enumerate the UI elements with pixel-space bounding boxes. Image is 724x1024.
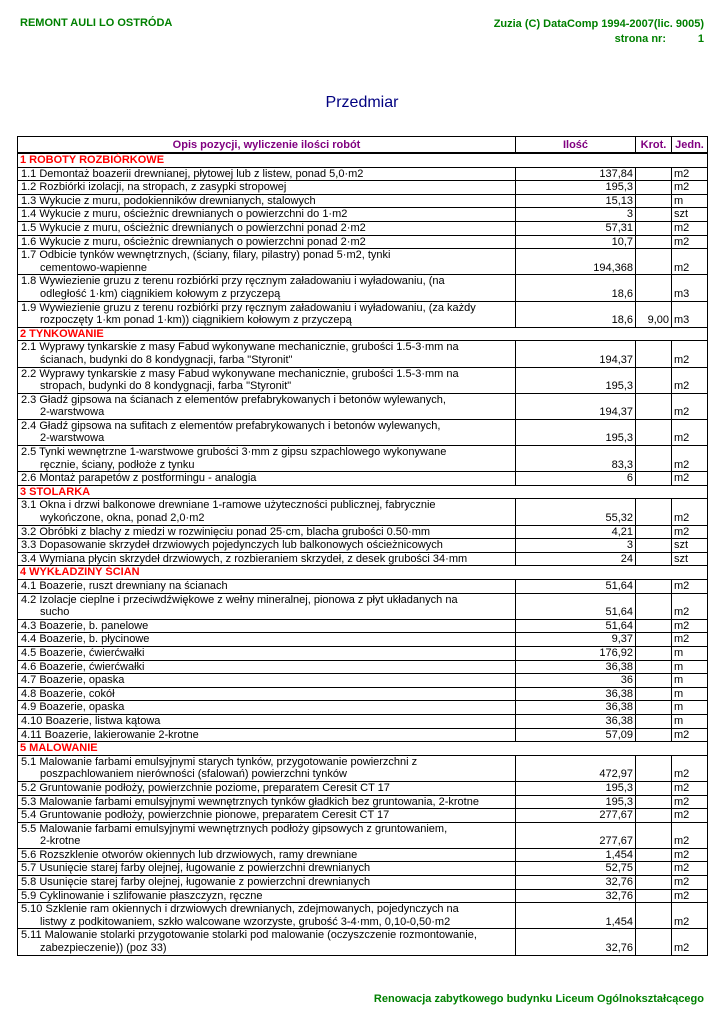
category-title: 2 TYNKOWANIE <box>18 327 708 341</box>
description-line: 1.3 Wykucie z muru, podokienników drewnianych, stalowych <box>21 194 316 207</box>
item-multiplier <box>636 822 672 848</box>
item-multiplier <box>636 809 672 823</box>
item-unit: m2 <box>672 619 708 633</box>
item-multiplier <box>636 539 672 553</box>
item-quantity: 195,3 <box>516 419 636 445</box>
description-line: 4.9 Boazerie, opaska <box>21 701 125 714</box>
description-line: 3.3 Dopasowanie skrzydeł drzwiowych pojedynczych lub balkonowych ościeżnicowych <box>21 539 443 552</box>
description-line: 3.2 Obróbki z blachy z miedzi w rozwinięciu ponad 25·cm, blacha grubości 0.50·mm <box>21 525 431 538</box>
item-description <box>18 235 516 249</box>
table-row <box>18 446 708 472</box>
item-unit: m2 <box>672 728 708 742</box>
table-row <box>18 862 708 876</box>
description-line: 1.1 Demontaż boazerii drewnianej, płytowej lub z listew, ponad 5,0·m2 <box>21 167 364 180</box>
table-row <box>18 249 708 275</box>
item-unit: m2 <box>672 795 708 809</box>
item-multiplier <box>636 633 672 647</box>
item-quantity: 36,38 <box>516 687 636 701</box>
item-unit: m2 <box>672 633 708 647</box>
description-line: poszpachlowaniem nierówności (sfalowań) powierzchni tynków <box>40 768 347 781</box>
category-row <box>18 742 708 756</box>
item-quantity: 36,38 <box>516 660 636 674</box>
item-quantity: 176,92 <box>516 646 636 660</box>
item-multiplier <box>636 674 672 688</box>
software-credit: Zuzia (C) DataComp 1994-2007(lic. 9005) <box>493 18 704 30</box>
item-multiplier <box>636 755 672 781</box>
item-quantity: 51,64 <box>516 619 636 633</box>
item-description <box>18 687 516 701</box>
item-quantity: 32,76 <box>516 889 636 903</box>
item-multiplier <box>636 795 672 809</box>
description-line: 1.4 Wykucie z muru, ościeżnic drewnianych o powierzchni do 1·m2 <box>21 208 348 221</box>
item-quantity: 6 <box>516 472 636 486</box>
page-number: 1 <box>697 33 704 45</box>
item-description <box>18 822 516 848</box>
table-row <box>18 660 708 674</box>
description-line: 2.3 Gładź gipsowa na ścianach z elementów prefabrykowanych i betonów wylewanych, <box>21 393 446 406</box>
item-description <box>18 714 516 728</box>
item-description <box>18 472 516 486</box>
category-row <box>18 485 708 499</box>
category-row <box>18 327 708 341</box>
item-unit: szt <box>672 208 708 222</box>
description-line: 4.11 Boazerie, lakierowanie 2-krotne <box>21 728 199 741</box>
description-line: 2.1 Wyprawy tynkarskie z masy Fabud wykonywane mechanicznie, grubości 1.5-3·mm na <box>21 341 459 354</box>
item-multiplier <box>636 249 672 275</box>
category-row <box>18 566 708 580</box>
description-line: 5.7 Usunięcie starej farby olejnej, ługowanie z powierzchni drewnianych <box>21 862 371 875</box>
item-unit: m2 <box>672 525 708 539</box>
description-line: ręcznie, ściany, podłoże z tynku <box>40 458 195 471</box>
item-multiplier <box>636 889 672 903</box>
table-row <box>18 809 708 823</box>
item-multiplier <box>636 619 672 633</box>
item-description <box>18 593 516 619</box>
item-unit: m2 <box>672 446 708 472</box>
item-multiplier <box>636 687 672 701</box>
item-quantity: 195,3 <box>516 781 636 795</box>
category-title: 1 ROBOTY ROZBIÓRKOWE <box>18 153 708 167</box>
description-line: 1.8 Wywiezienie gruzu z terenu rozbiórki przy ręcznym załadowaniu i wyładowaniu, (na <box>21 275 445 288</box>
column-header-quantity: Ilość <box>516 137 636 154</box>
item-quantity: 195,3 <box>516 795 636 809</box>
item-quantity: 1,454 <box>516 903 636 929</box>
item-unit: m2 <box>672 249 708 275</box>
item-description <box>18 929 516 955</box>
item-quantity: 194,37 <box>516 393 636 419</box>
item-description <box>18 660 516 674</box>
table-row <box>18 539 708 553</box>
description-line: 5.5 Malowanie farbami emulsyjnymi wewnętrznych podłoży gipsowych z gruntowaniem, <box>21 822 448 835</box>
description-line: 5.4 Gruntowanie podłoży, powierzchnie pionowe, preparatem Ceresit CT 17 <box>21 809 390 822</box>
estimate-table <box>17 136 708 956</box>
description-line: 5.11 Malowanie stolarki przygotowanie stolarki pod malowanie (oczyszczenie rozmontowanie, <box>21 929 477 942</box>
item-unit: m2 <box>672 235 708 249</box>
table-row <box>18 633 708 647</box>
description-line: zabezpieczenie)) (poz 33) <box>40 942 167 955</box>
item-description <box>18 249 516 275</box>
description-line: 4.10 Boazerie, listwa kątowa <box>21 714 161 727</box>
item-quantity: 36 <box>516 674 636 688</box>
item-unit: m2 <box>672 393 708 419</box>
item-quantity: 3 <box>516 208 636 222</box>
table-row <box>18 781 708 795</box>
description-line: 2-warstwowa <box>40 432 105 445</box>
item-quantity: 57,09 <box>516 728 636 742</box>
table-row <box>18 701 708 715</box>
description-line: 5.1 Malowanie farbami emulsyjnymi starych tynków, przygotowanie powierzchni z <box>21 755 418 768</box>
item-multiplier <box>636 714 672 728</box>
item-multiplier <box>636 446 672 472</box>
item-unit: m2 <box>672 419 708 445</box>
item-unit: m <box>672 646 708 660</box>
item-unit: m2 <box>672 929 708 955</box>
item-description <box>18 728 516 742</box>
table-row <box>18 714 708 728</box>
table-row <box>18 208 708 222</box>
item-quantity: 55,32 <box>516 499 636 525</box>
item-description <box>18 674 516 688</box>
item-unit: m2 <box>672 499 708 525</box>
item-description <box>18 539 516 553</box>
description-line: 2.5 Tynki wewnętrzne 1-warstwowe grubości 3·mm z gipsu szpachlowego wykonywane <box>21 446 447 459</box>
table-row <box>18 929 708 955</box>
item-multiplier <box>636 848 672 862</box>
description-line: 2-warstwowa <box>40 406 105 419</box>
description-line: 5.6 Rozszklenie otworów okiennych lub drzwiowych, ramy drewniane <box>21 848 358 861</box>
category-title: 3 STOLARKA <box>18 485 708 499</box>
item-quantity: 18,6 <box>516 275 636 301</box>
item-unit: m2 <box>672 755 708 781</box>
item-multiplier <box>636 876 672 890</box>
item-description <box>18 341 516 367</box>
item-description <box>18 525 516 539</box>
description-line: 5.2 Gruntowanie podłoży, powierzchnie poziome, preparatem Ceresit CT 17 <box>21 781 390 794</box>
item-description <box>18 446 516 472</box>
item-quantity: 472,97 <box>516 755 636 781</box>
footer-project-name: Renowacja zabytkowego budynku Liceum Ogólnokształcącego <box>373 993 704 1005</box>
item-multiplier <box>636 167 672 181</box>
item-multiplier <box>636 181 672 195</box>
table-row <box>18 552 708 566</box>
item-quantity: 10,7 <box>516 235 636 249</box>
description-line: 4.7 Boazerie, opaska <box>21 674 125 687</box>
item-description <box>18 755 516 781</box>
item-quantity: 51,64 <box>516 580 636 594</box>
description-line: 5.10 Szklenie ram okiennych i drzwiowych drewnianych, zdejmowanych, pojedynczych na <box>21 903 459 916</box>
item-description <box>18 167 516 181</box>
item-quantity: 1,454 <box>516 848 636 862</box>
description-line: 4.5 Boazerie, ćwierćwałki <box>21 646 145 659</box>
description-line: 2.2 Wyprawy tynkarskie z masy Fabud wykonywane mechanicznie, grubości 1.5-3·mm na <box>21 367 459 380</box>
item-multiplier <box>636 275 672 301</box>
item-multiplier <box>636 367 672 393</box>
item-description <box>18 619 516 633</box>
description-line: wykończone, okna, ponad 2,0·m2 <box>40 512 205 525</box>
page-label: strona nr: <box>614 33 666 45</box>
item-multiplier <box>636 593 672 619</box>
table-row <box>18 876 708 890</box>
item-description <box>18 367 516 393</box>
item-multiplier <box>636 419 672 445</box>
description-line: stropach, budynki do 8 kondygnacji, farba "Styronit" <box>40 380 292 393</box>
table-row <box>18 275 708 301</box>
item-quantity: 24 <box>516 552 636 566</box>
item-multiplier <box>636 235 672 249</box>
table-row <box>18 181 708 195</box>
description-line: 3.1 Okna i drzwi balkonowe drewniane 1-ramowe użyteczności publicznej, fabrycznie <box>21 499 436 512</box>
item-multiplier <box>636 472 672 486</box>
item-unit: m2 <box>672 822 708 848</box>
item-description <box>18 781 516 795</box>
description-line: listwy z podkitowaniem, szkło walcowane wzorzyste, grubość 3-4·mm, 0,10-0,50·m2 <box>40 915 451 928</box>
description-line: 1.9 Wywiezienie gruzu z terenu rozbiórki przy ręcznym załadowaniu i wyładowaniu, (za każdy <box>21 301 476 314</box>
table-row <box>18 525 708 539</box>
item-multiplier: 9,00 <box>636 301 672 327</box>
item-multiplier <box>636 862 672 876</box>
table-row <box>18 419 708 445</box>
item-description <box>18 393 516 419</box>
item-unit: m2 <box>672 341 708 367</box>
description-line: 1.7 Odbicie tynków wewnętrznych, (ściany, filary, pilastry) ponad 5·m2, tynki <box>21 249 391 262</box>
item-multiplier <box>636 781 672 795</box>
item-quantity: 32,76 <box>516 876 636 890</box>
category-title: 5 MALOWANIE <box>18 742 708 756</box>
item-unit: m3 <box>672 275 708 301</box>
table-row <box>18 393 708 419</box>
item-unit: szt <box>672 539 708 553</box>
item-multiplier <box>636 903 672 929</box>
item-multiplier <box>636 929 672 955</box>
description-line: 2.6 Montaż parapetów z postformingu - analogia <box>21 472 257 485</box>
item-multiplier <box>636 660 672 674</box>
item-unit: m2 <box>672 580 708 594</box>
category-row <box>18 153 708 167</box>
table-row <box>18 235 708 249</box>
description-line: cementowo-wapienne <box>40 261 148 274</box>
table-row <box>18 755 708 781</box>
header-right <box>494 17 704 47</box>
table-row <box>18 848 708 862</box>
item-quantity: 9,37 <box>516 633 636 647</box>
item-multiplier <box>636 525 672 539</box>
item-unit: m2 <box>672 472 708 486</box>
table-row <box>18 646 708 660</box>
table-row <box>18 472 708 486</box>
table-row <box>18 795 708 809</box>
description-line: 4.1 Boazerie, ruszt drewniany na ścianach <box>21 580 228 592</box>
table-row <box>18 687 708 701</box>
item-description <box>18 552 516 566</box>
description-line: 4.4 Boazerie, b. płycinowe <box>21 633 150 646</box>
item-description <box>18 301 516 327</box>
item-description <box>18 701 516 715</box>
description-line: 2.4 Gładź gipsowa na sufitach z elementów prefabrykowanych i betonów wylewanych, <box>21 419 441 432</box>
item-description <box>18 181 516 195</box>
description-line: 5.9 Cyklinowanie i szlifowanie płaszczyzn, ręczne <box>21 889 263 902</box>
item-description <box>18 809 516 823</box>
item-description <box>18 499 516 525</box>
table-row <box>18 580 708 594</box>
item-unit: m2 <box>672 593 708 619</box>
item-unit: m3 <box>672 301 708 327</box>
item-quantity: 36,38 <box>516 701 636 715</box>
item-unit: m2 <box>672 181 708 195</box>
item-description <box>18 889 516 903</box>
item-unit: m2 <box>672 862 708 876</box>
item-multiplier <box>636 208 672 222</box>
item-multiplier <box>636 393 672 419</box>
item-multiplier <box>636 580 672 594</box>
item-description <box>18 876 516 890</box>
description-line: 4.6 Boazerie, ćwierćwałki <box>21 660 145 673</box>
item-unit: m2 <box>672 876 708 890</box>
item-unit: m2 <box>672 889 708 903</box>
column-header-multiplier: Krot. <box>636 137 672 154</box>
item-unit: m2 <box>672 903 708 929</box>
item-quantity: 137,84 <box>516 167 636 181</box>
table-row <box>18 822 708 848</box>
description-line: odległość 1·km) ciągnikiem kołowym z przyczepą <box>40 287 281 300</box>
table-row <box>18 889 708 903</box>
item-description <box>18 208 516 222</box>
description-line: 1.5 Wykucie z muru, ościeżnic drewnianych o powierzchni ponad 2·m2 <box>21 221 366 234</box>
table-row <box>18 221 708 235</box>
item-unit: m <box>672 194 708 208</box>
description-line: 2-krotne <box>40 835 81 848</box>
item-multiplier <box>636 552 672 566</box>
item-unit: m <box>672 674 708 688</box>
item-unit: szt <box>672 552 708 566</box>
item-multiplier <box>636 221 672 235</box>
item-description <box>18 862 516 876</box>
page-indicator <box>494 32 704 47</box>
item-description <box>18 903 516 929</box>
item-description <box>18 275 516 301</box>
table-row <box>18 194 708 208</box>
item-unit: m2 <box>672 848 708 862</box>
item-quantity: 277,67 <box>516 809 636 823</box>
item-multiplier <box>636 701 672 715</box>
description-line: 4.3 Boazerie, b. panelowe <box>21 619 149 632</box>
item-quantity: 36,38 <box>516 714 636 728</box>
description-line: 4.8 Boazerie, cokół <box>21 687 115 700</box>
category-title: 4 WYKŁADZINY ŚCIAN <box>18 566 708 580</box>
description-line: 3.4 Wymiana płycin skrzydeł drzwiowych, z rozbieraniem skrzydeł, z desek grubości 34·mm <box>21 552 468 565</box>
item-quantity: 83,3 <box>516 446 636 472</box>
item-quantity: 57,31 <box>516 221 636 235</box>
table-row <box>18 499 708 525</box>
description-line: 1.6 Wykucie z muru, ościeżnic drewnianych o powierzchni ponad 2·m2 <box>21 235 366 248</box>
item-quantity: 3 <box>516 539 636 553</box>
item-description <box>18 848 516 862</box>
item-description <box>18 419 516 445</box>
item-unit: m <box>672 714 708 728</box>
table-row <box>18 301 708 327</box>
table-row <box>18 903 708 929</box>
table-row <box>18 167 708 181</box>
item-quantity: 277,67 <box>516 822 636 848</box>
item-description <box>18 580 516 594</box>
column-header-description: Opis pozycji, wyliczenie ilości robót <box>18 137 516 154</box>
item-unit: m <box>672 660 708 674</box>
item-quantity: 51,64 <box>516 593 636 619</box>
item-quantity: 4,21 <box>516 525 636 539</box>
item-unit: m2 <box>672 781 708 795</box>
item-unit: m2 <box>672 367 708 393</box>
item-description <box>18 221 516 235</box>
item-unit: m2 <box>672 167 708 181</box>
item-description <box>18 633 516 647</box>
table-row <box>18 367 708 393</box>
item-unit: m2 <box>672 221 708 235</box>
description-line: 5.8 Usunięcie starej farby olejnej, ługowanie z powierzchni drewnianych <box>21 876 371 889</box>
item-multiplier <box>636 194 672 208</box>
column-header-unit: Jedn. <box>672 137 708 154</box>
item-quantity: 195,3 <box>516 181 636 195</box>
item-quantity: 32,76 <box>516 929 636 955</box>
item-unit: m <box>672 687 708 701</box>
item-quantity: 195,3 <box>516 367 636 393</box>
item-multiplier <box>636 646 672 660</box>
item-description <box>18 194 516 208</box>
company-name: REMONT AULI LO OSTRÓDA <box>20 17 173 29</box>
item-multiplier <box>636 341 672 367</box>
description-line: 1.2 Rozbiórki izolacji, na stropach, z zasypki stropowej <box>21 181 287 194</box>
table-header-row <box>18 137 708 154</box>
item-quantity: 194,37 <box>516 341 636 367</box>
table-row <box>18 728 708 742</box>
item-unit: m2 <box>672 809 708 823</box>
table-row <box>18 619 708 633</box>
item-unit: m <box>672 701 708 715</box>
description-line: 4.2 Izolacje cieplne i przeciwdźwiękowe z wełny mineralnej, pionowa z płyt układanych na <box>21 593 458 606</box>
item-quantity: 194,368 <box>516 249 636 275</box>
table-row <box>18 593 708 619</box>
item-quantity: 52,75 <box>516 862 636 876</box>
item-multiplier <box>636 728 672 742</box>
description-line: 5.3 Malowanie farbami emulsyjnymi wewnętrznych tynków gładkich bez gruntowania, 2-krotne <box>21 795 479 808</box>
item-description <box>18 646 516 660</box>
item-description <box>18 795 516 809</box>
item-multiplier <box>636 499 672 525</box>
table-row <box>18 341 708 367</box>
description-line: sucho <box>40 606 70 619</box>
item-quantity: 15,13 <box>516 194 636 208</box>
document-title: Przedmiar <box>325 94 399 111</box>
table-row <box>18 674 708 688</box>
item-quantity: 18,6 <box>516 301 636 327</box>
description-line: ścianach, budynki do 8 kondygnacji, farba "Styronit" <box>40 353 293 366</box>
description-line: rozpoczęty 1·km ponad 1·km)) ciągnikiem kołowym z przyczepą <box>40 314 352 327</box>
